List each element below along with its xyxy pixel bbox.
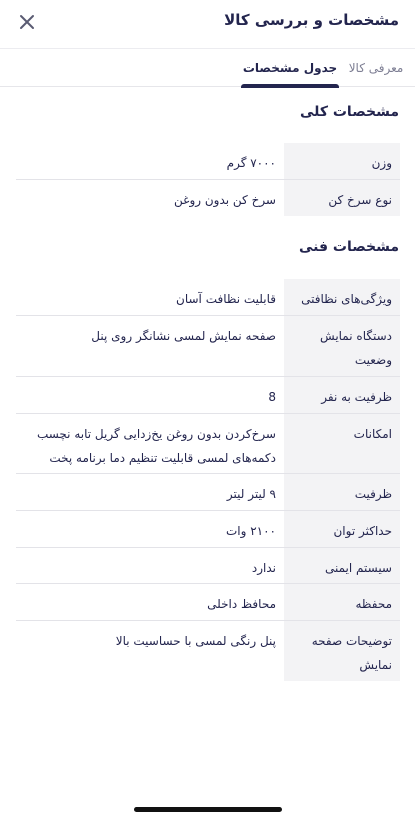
spec-label: حداکثر توان	[284, 511, 400, 547]
header	[0, 0, 415, 42]
spec-value: ندارد	[251, 561, 276, 575]
spec-label: نوع سرخ کن	[284, 180, 400, 216]
spec-label: وزن	[284, 143, 400, 179]
spec-label: سیستم ایمنی	[284, 548, 400, 583]
table-row	[16, 414, 400, 474]
general-specs-table	[16, 143, 400, 216]
spec-label: ظرفیت	[284, 474, 400, 510]
technical-specs-table	[16, 279, 400, 681]
section-title-general: مشخصات کلی	[299, 104, 399, 120]
tab-bar	[0, 49, 415, 87]
spec-value: سرخ‌کردن بدون روغن یخ‌زدایی گریل تابه نچسب دکمه‌های لمسی قابلیت تنظیم دما برنامه پخت	[36, 427, 276, 465]
table-row	[16, 377, 400, 414]
table-row	[16, 548, 400, 584]
table-row	[16, 584, 400, 621]
table-row	[16, 279, 400, 316]
spec-value: ۷۰۰۰ گرم	[226, 156, 276, 170]
spec-value: قابلیت نظافت آسان	[176, 292, 276, 306]
spec-value: محافظ داخلی	[207, 597, 276, 611]
close-icon	[19, 14, 35, 30]
spec-value: پنل رنگی لمسی با حساسیت بالا	[115, 634, 276, 648]
spec-label: امکانات	[284, 414, 400, 473]
table-row	[16, 316, 400, 377]
spec-label: دستگاه نمایش وضعیت	[284, 316, 400, 376]
table-row	[16, 621, 400, 681]
page-title: مشخصات و بررسی کالا	[224, 11, 399, 29]
spec-value: صفحه نمایش لمسی نشانگر روی پنل	[91, 329, 276, 343]
table-row	[16, 511, 400, 548]
spec-label: ویژگی‌های نظافتی	[284, 279, 400, 315]
tab-product-intro[interactable]: معرفی کالا	[348, 61, 404, 75]
spec-value: ۹ لیتر لیتر	[226, 487, 276, 501]
tab-specs-table[interactable]: جدول مشخصات	[241, 49, 339, 87]
spec-label: محفظه	[284, 584, 400, 620]
section-title-technical: مشخصات فنی	[298, 239, 399, 255]
close-button[interactable]	[14, 9, 40, 35]
table-row	[16, 474, 400, 511]
spec-value: ۲۱۰۰ وات	[225, 524, 276, 538]
spec-value: 8	[268, 390, 276, 404]
spec-label: ظرفیت به نفر	[284, 377, 400, 413]
home-indicator	[134, 807, 282, 812]
spec-value: سرخ کن بدون روغن	[174, 193, 276, 207]
table-row	[16, 143, 400, 180]
spec-label: توضیحات صفحه نمایش	[284, 621, 400, 681]
table-row	[16, 180, 400, 216]
